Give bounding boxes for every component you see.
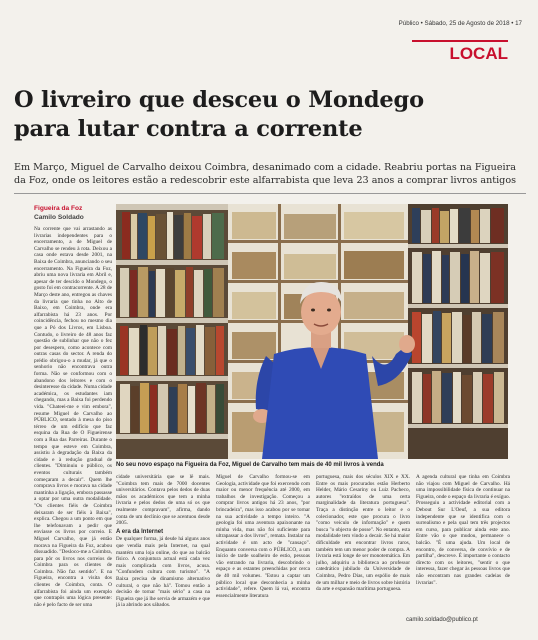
- article-column-5: [416, 474, 510, 614]
- lede: [14, 161, 526, 194]
- headline: [14, 86, 526, 144]
- byline-author: Camilo Soldado: [34, 213, 84, 221]
- masthead: Público • Sábado, 25 de Agosto de 2018 • 17: [398, 20, 522, 27]
- article-column-2-text: cidade universitária que se lê mais. "Coimbra tem mais de 7000 docentes universitários. Contava pelos dedos de duas mãos os académicos que tem a minha livraria e pelos dedos de uma só os que realmente compravam", afirma, dando conta de um declínio que se acentuou desde 2005.: [116, 474, 210, 527]
- article-column-1: [34, 226, 112, 624]
- lede-rule: [14, 193, 526, 194]
- subheading-internet: A era da Internet: [116, 528, 164, 535]
- article-column-3-text: Miguel de Carvalho formou-se em Geologia, actividade que foi exercendo com maior ou menor frequência até 2000, em trabalhos de investigação. Começou a comprar livros antigos há 23 anos, "por brincadeira", mas isso acabou por se tornar na sua actividade a tempo inteiro. "A geologia foi uma aventura apaixonante na minha vida, mas não foi suficiente para ultrapassar a dos livros", remata. Instalar na actividade é um acto de "cansaço". Enquanto conversa com o PÚBLICO, a um início de tarde soalheiro de estio, pessoas vão entrando na livraria, descobrindo o espaço e as estantes preenchidas por cerca de 40 mil volumes. "Estou a captar um público local que desconhecia a minha actividade", refere. Quem lá vai, encontra essencialmente literatura: [216, 474, 310, 599]
- article-column-4: [316, 474, 410, 624]
- author-email: camilo.soldado@publico.pt: [406, 617, 478, 623]
- lede-text: Em Março, Miguel de Carvalho deixou Coimbra, desanimado com a cidade. Reabriu portas na Figueira da Foz, onde os leitores estão a redescobrir este alfarrabista que leva 23 anos a comprar livros antigos: [14, 162, 517, 186]
- article-column-4-text: portuguesa, mais dos séculos XIX e XX. Entre os mais procurados estão Herberto Helder, Mário Cesariny ou Luiz Pacheco, autores "extraídos de uma certa marginalidade da literatura portuguesa". Traça a distinção entre o leitor e o colecionador, este que procura o livro "como veículo de informação" e quem busca "o objecto de posse". No entanto, esta modalidade tem vindo a decair. Se há maior dificuldade em encontrar livros raros, também tem um menor poder de compra. A livraria está longe de ser monotemática. Em julho, adquiriu a biblioteca ao professor catedrático jubilado da Universidade de Coimbra, Pedro Dias, um espólio de mais de um milhar e meio de livros sobre história da arte e expansão marítima portuguesa.: [316, 474, 410, 593]
- article-column-3: [216, 474, 310, 624]
- article-column-2b-text: De qualquer forma, já desde há alguns anos que vendia mais pela Internet, na qual mantém uma loja online, do que ao balcão físico. A conjuntura actual está cada vez mais complicada com livros, acusa. "Confundem cultura com turismo". "A Baixa precisa de dinamismo alternativo cultural, o que não há". Tomou então a decisão de tornar "mais sério" a casa na Figueira que já lhe servia de armazém e que já ia abrindo aos sábados.: [116, 536, 210, 609]
- article-column-2: [116, 474, 210, 624]
- byline-place: Figueira da Foz: [34, 205, 83, 212]
- article-column-5-text: A agenda cultural que tinha em Coimbra não viajou com Miguel de Carvalho. Há uma impossibilidade física de continuar na Figueira, onde o espaço da livraria é exíguo. Prosseguiu a actividade editorial com a Debout Sur L'Oeuf, a sua editora independente que se identifica com o surrealismo e pela qual tem três projectos em curso, para publicar ainda este ano. Entre vão o que mudou, permanece o balcão. "É uma ajuda. Um local de encontro, de conversa, de convívio e de partilha", descreve. É importante o contacto directo com os leitores, "sentir o que interessa, fazer chegar às pessoas livros que não encontram nas grandes cadeias de livrarias".: [416, 474, 510, 586]
- headline-line-2: para lutar contra a corrente: [14, 116, 363, 142]
- article-column-1-text: Na corrente que vai arrastando as livrarias independentes para o encerramento, a de Miguel de Carvalho se rendeu à rota. Deixou a casa onde estava desde 2001, na Baixa de Coimbra, anunciando o seu encerramento. Na Figueira da Foz, abriu uma nova livraria em Abril e, apesar de ter descido o Mondego, o gosto foi em contracorrente. A 28 de Março deste ano, entregou as chaves da livraria que tinha no Alto de Baixo, em Coimbra, onde era alfarrabista há 23 anos. Por coincidência, fechou no mesmo dia que a Pó dos Livros, em Lisboa. Contudo, o livreiro de 48 anos faz questão de sublinhar que não o fez por desespero, como acontece com outras casas do sector. A renda do prédio obrigou-o a mudar, já que o senhorio não encontrava outra forma. Não se conformou com o abandono dos leitores e com o desinteresse da cidade. Numa cidade académica, os estudantes iam chegando, mas a Baixa foi perdendo vida. "Chateei-me e vim embora", resume Miguel de Carvalho ao PÚBLICO, sentado à mesa do piso térreo de um edifício que faz esquina da Rua de O Figueirense com a Rua das Parreiras. Durante o tempo que esteve em Coimbra, assistiu à degradação da Baixa da cidade e à redução gradual de clientes. "Diminuiu o público, os eventos culturais também começaram a decair". Quem lhe comprava livros e morava na cidade mantinha a ligação, embora passasse a optar por uma outra modalidade. "Os clientes fiéis de Coimbra deixaram de ser fiéis à Baixa", explica. Chegou a um ponto em que lhe telefonavam a pedir que enviasse os livros por correio. E Miguel Carvalho, que já então morava na Figueira da Foz, acabou dissuadido. "Desloco-me a Coimbra, para pôr os livros nos correios de Coimbra para os clientes de Coimbra. Não faz sentido". E na Figueira, encontra a visita dos clientes de Coimbra, conta. O alfarrabista foi ainda um exemplo que contrapôs uma lógica presente: não é pelo facto de ser uma: [34, 226, 112, 608]
- photo-bookseller: [116, 204, 508, 459]
- photo-caption: [116, 460, 508, 471]
- section-label: LOCAL: [412, 40, 508, 66]
- byline: [34, 205, 84, 222]
- headline-line-1: O livreiro que desceu o Mondego: [14, 87, 424, 113]
- caption-lead: No seu novo espaço na Figueira da Foz, Miguel de Carvalho tem mais de 40 mil livros à venda: [116, 462, 384, 468]
